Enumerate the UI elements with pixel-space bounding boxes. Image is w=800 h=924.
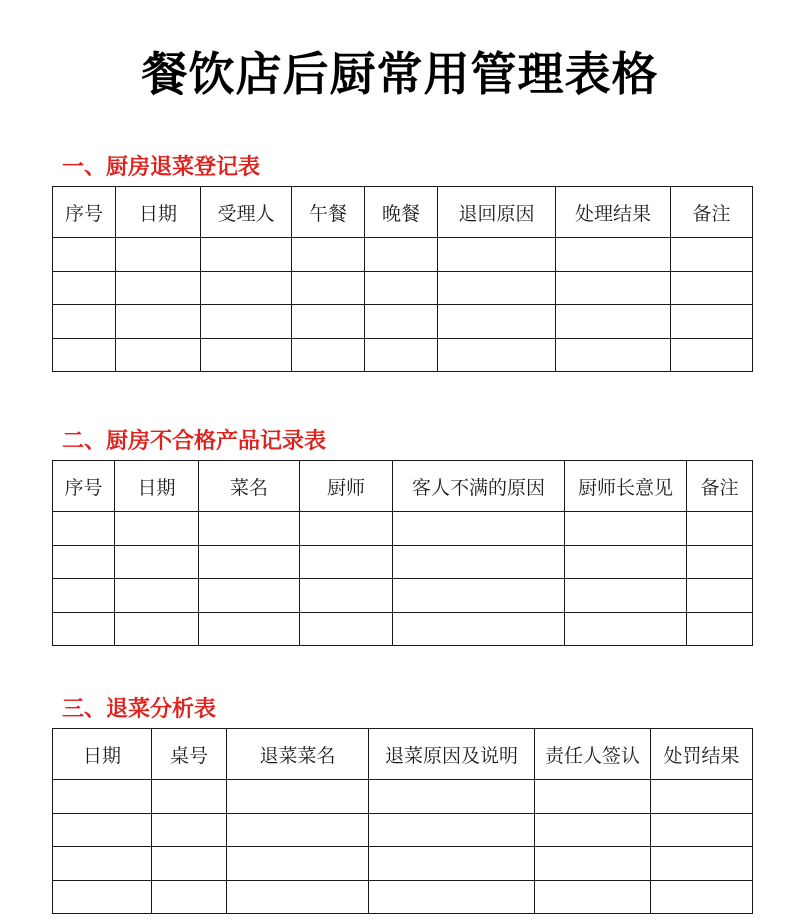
table-cell[interactable] (116, 238, 201, 272)
table-cell[interactable] (687, 545, 753, 579)
table-cell[interactable] (556, 338, 671, 372)
table-row (53, 305, 753, 339)
table-cell[interactable] (365, 238, 438, 272)
column-header: 处罚结果 (651, 729, 753, 780)
column-header: 日期 (115, 461, 199, 512)
table-cell[interactable] (369, 813, 535, 847)
table-cell[interactable] (116, 338, 201, 372)
table-header-row (53, 729, 753, 780)
table-cell[interactable] (535, 780, 651, 814)
section-heading-return-analysis: 三、退菜分析表 (62, 697, 217, 722)
table-cell[interactable] (292, 238, 365, 272)
table-cell[interactable] (535, 847, 651, 881)
table-cell[interactable] (556, 271, 671, 305)
table-cell[interactable] (199, 612, 300, 646)
table-cell[interactable] (671, 305, 753, 339)
table-cell[interactable] (115, 545, 199, 579)
table-cell[interactable] (393, 512, 565, 546)
table-cell[interactable] (53, 271, 116, 305)
table-cell[interactable] (300, 512, 393, 546)
column-header: 序号 (53, 461, 115, 512)
return-analysis-table (52, 728, 753, 914)
table-cell[interactable] (53, 545, 115, 579)
table-cell[interactable] (671, 338, 753, 372)
table-cell[interactable] (565, 512, 687, 546)
table-cell[interactable] (227, 780, 369, 814)
table-cell[interactable] (53, 880, 152, 914)
table-cell[interactable] (438, 338, 556, 372)
column-header: 晚餐 (365, 187, 438, 238)
table-cell[interactable] (369, 847, 535, 881)
table-cell[interactable] (53, 813, 152, 847)
table-row (53, 338, 753, 372)
table-cell[interactable] (671, 271, 753, 305)
table-row (53, 545, 753, 579)
table-cell[interactable] (365, 271, 438, 305)
column-header: 午餐 (292, 187, 365, 238)
table-cell[interactable] (651, 780, 753, 814)
table-cell[interactable] (393, 612, 565, 646)
table-cell[interactable] (438, 238, 556, 272)
table-cell[interactable] (227, 880, 369, 914)
table-cell[interactable] (227, 847, 369, 881)
section-heading-kitchen-return-register: 一、厨房退菜登记表 (62, 155, 261, 180)
table-cell[interactable] (300, 579, 393, 613)
table-row (53, 847, 753, 881)
table-cell[interactable] (116, 271, 201, 305)
table-cell[interactable] (201, 338, 292, 372)
table-row (53, 271, 753, 305)
table-cell[interactable] (115, 512, 199, 546)
table-row (53, 238, 753, 272)
table-row (53, 813, 753, 847)
table-cell[interactable] (687, 612, 753, 646)
table-cell[interactable] (300, 545, 393, 579)
table-cell[interactable] (199, 579, 300, 613)
table-cell[interactable] (651, 847, 753, 881)
table-cell[interactable] (152, 813, 227, 847)
table-cell[interactable] (300, 612, 393, 646)
table-row (53, 512, 753, 546)
column-header: 桌号 (152, 729, 227, 780)
table-cell[interactable] (535, 813, 651, 847)
table-header-row (53, 187, 753, 238)
column-header: 处理结果 (556, 187, 671, 238)
table-cell[interactable] (565, 545, 687, 579)
table-row (53, 579, 753, 613)
table-cell[interactable] (53, 305, 116, 339)
column-header: 客人不满的原因 (393, 461, 565, 512)
column-header: 厨师长意见 (565, 461, 687, 512)
table-cell[interactable] (152, 847, 227, 881)
table-cell[interactable] (53, 780, 152, 814)
table-cell[interactable] (199, 545, 300, 579)
table-cell[interactable] (292, 271, 365, 305)
table-row (53, 780, 753, 814)
table-cell[interactable] (201, 271, 292, 305)
table-cell[interactable] (438, 271, 556, 305)
table-cell[interactable] (687, 512, 753, 546)
section-heading-nonconforming-product-record: 二、厨房不合格产品记录表 (62, 429, 327, 454)
table-cell[interactable] (671, 238, 753, 272)
table-cell[interactable] (53, 338, 116, 372)
table-cell[interactable] (227, 813, 369, 847)
table-row (53, 612, 753, 646)
table-cell[interactable] (365, 338, 438, 372)
table-cell[interactable] (53, 847, 152, 881)
table-cell[interactable] (365, 305, 438, 339)
column-header: 退菜菜名 (227, 729, 369, 780)
table-cell[interactable] (199, 512, 300, 546)
table-cell[interactable] (201, 305, 292, 339)
table-cell[interactable] (115, 579, 199, 613)
table-cell[interactable] (565, 612, 687, 646)
table-cell[interactable] (393, 545, 565, 579)
column-header: 序号 (53, 187, 116, 238)
table-cell[interactable] (292, 338, 365, 372)
table-cell[interactable] (687, 579, 753, 613)
column-header: 责任人签认 (535, 729, 651, 780)
table-cell[interactable] (115, 612, 199, 646)
column-header: 日期 (53, 729, 152, 780)
table-cell[interactable] (292, 305, 365, 339)
table-cell[interactable] (53, 512, 115, 546)
table-cell[interactable] (565, 579, 687, 613)
table-row (53, 880, 753, 914)
kitchen-return-register-table (52, 186, 753, 372)
table-cell[interactable] (53, 238, 116, 272)
table-cell[interactable] (369, 880, 535, 914)
column-header: 受理人 (201, 187, 292, 238)
table-cell[interactable] (393, 579, 565, 613)
table-header-row (53, 461, 753, 512)
table-cell[interactable] (556, 305, 671, 339)
table-cell[interactable] (369, 780, 535, 814)
column-header: 退回原因 (438, 187, 556, 238)
table-cell[interactable] (438, 305, 556, 339)
column-header: 备注 (687, 461, 753, 512)
column-header: 厨师 (300, 461, 393, 512)
column-header: 菜名 (199, 461, 300, 512)
table-cell[interactable] (152, 780, 227, 814)
table-cell[interactable] (53, 579, 115, 613)
table-cell[interactable] (201, 238, 292, 272)
table-cell[interactable] (152, 880, 227, 914)
table-cell[interactable] (53, 612, 115, 646)
column-header: 日期 (116, 187, 201, 238)
nonconforming-product-record-table (52, 460, 753, 646)
table-cell[interactable] (535, 880, 651, 914)
table-cell[interactable] (651, 813, 753, 847)
table-cell[interactable] (116, 305, 201, 339)
column-header: 备注 (671, 187, 753, 238)
column-header: 退菜原因及说明 (369, 729, 535, 780)
table-cell[interactable] (556, 238, 671, 272)
table-cell[interactable] (651, 880, 753, 914)
page-title: 餐饮店后厨常用管理表格 (141, 47, 659, 101)
